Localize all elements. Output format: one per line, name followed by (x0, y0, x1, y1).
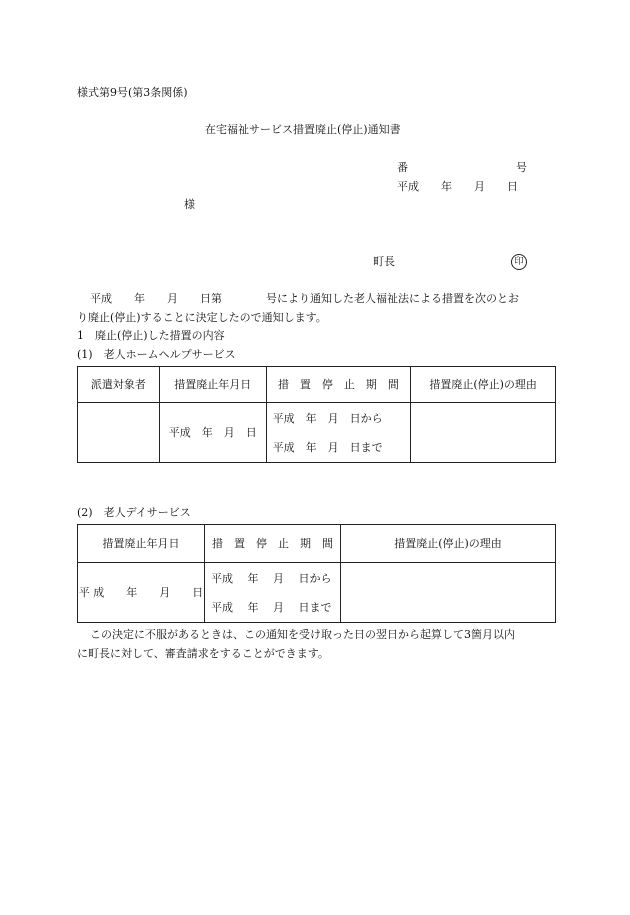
header-dispatch-target: 派遣対象者 (78, 367, 160, 403)
period-to: 平成 年 月 日まで (211, 600, 332, 614)
document-title: 在宅福祉サービス措置廃止(停止)通知書 (205, 123, 401, 136)
issue-date: 平成 年 月 日 (397, 180, 518, 193)
number-label: 番 (397, 161, 408, 174)
cell-abolition-date: 平 成 年 月 日 (78, 563, 205, 623)
body-text-line-1: 平成 年 月 日第 号により通知した老人福祉法による措置を次のとお (90, 292, 519, 305)
table-home-help (77, 366, 556, 463)
period-from: 平成 年 月 日から (272, 411, 383, 425)
header-abolition-date: 措置廃止年月日 (159, 367, 266, 403)
form-number: 様式第9号(第3条関係) (77, 86, 188, 99)
table-day-service (77, 524, 556, 623)
cell-reason (341, 563, 556, 623)
cell-dispatch-target (78, 403, 160, 463)
cell-suspension-period (266, 403, 411, 463)
mayor-label: 町長 (373, 255, 395, 268)
cell-abolition-date: 平成 年 月 日 (159, 403, 266, 463)
header-suspension-period: 措 置 停 止 期 間 (205, 525, 341, 563)
footer-text-line-2: に町長に対して、審査請求をすることができます。 (77, 647, 329, 660)
cell-reason (411, 403, 556, 463)
subsection-1-heading: (1) 老人ホームヘルプサービス (77, 348, 236, 361)
subsection-2-heading: (2) 老人デイサービス (77, 506, 191, 519)
header-suspension-period: 措 置 停 止 期 間 (266, 367, 411, 403)
footer-text-line-1: この決定に不服があるときは、この通知を受け取った日の翌日から起算して3箇月以内 (90, 628, 515, 641)
header-reason: 措置廃止(停止)の理由 (341, 525, 556, 563)
period-from: 平成 年 月 日から (211, 571, 332, 585)
section-1-heading: 1 廃止(停止)した措置の内容 (77, 329, 225, 342)
header-reason: 措置廃止(停止)の理由 (411, 367, 556, 403)
body-text-line-2: り廃止(停止)することに決定したので通知します。 (77, 311, 327, 324)
period-to: 平成 年 月 日まで (272, 440, 383, 454)
number-suffix: 号 (516, 161, 527, 174)
cell-suspension-period (205, 563, 341, 623)
addressee-suffix: 様 (184, 198, 195, 211)
header-abolition-date: 措置廃止年月日 (78, 525, 205, 563)
seal-icon: 印 (511, 254, 527, 270)
